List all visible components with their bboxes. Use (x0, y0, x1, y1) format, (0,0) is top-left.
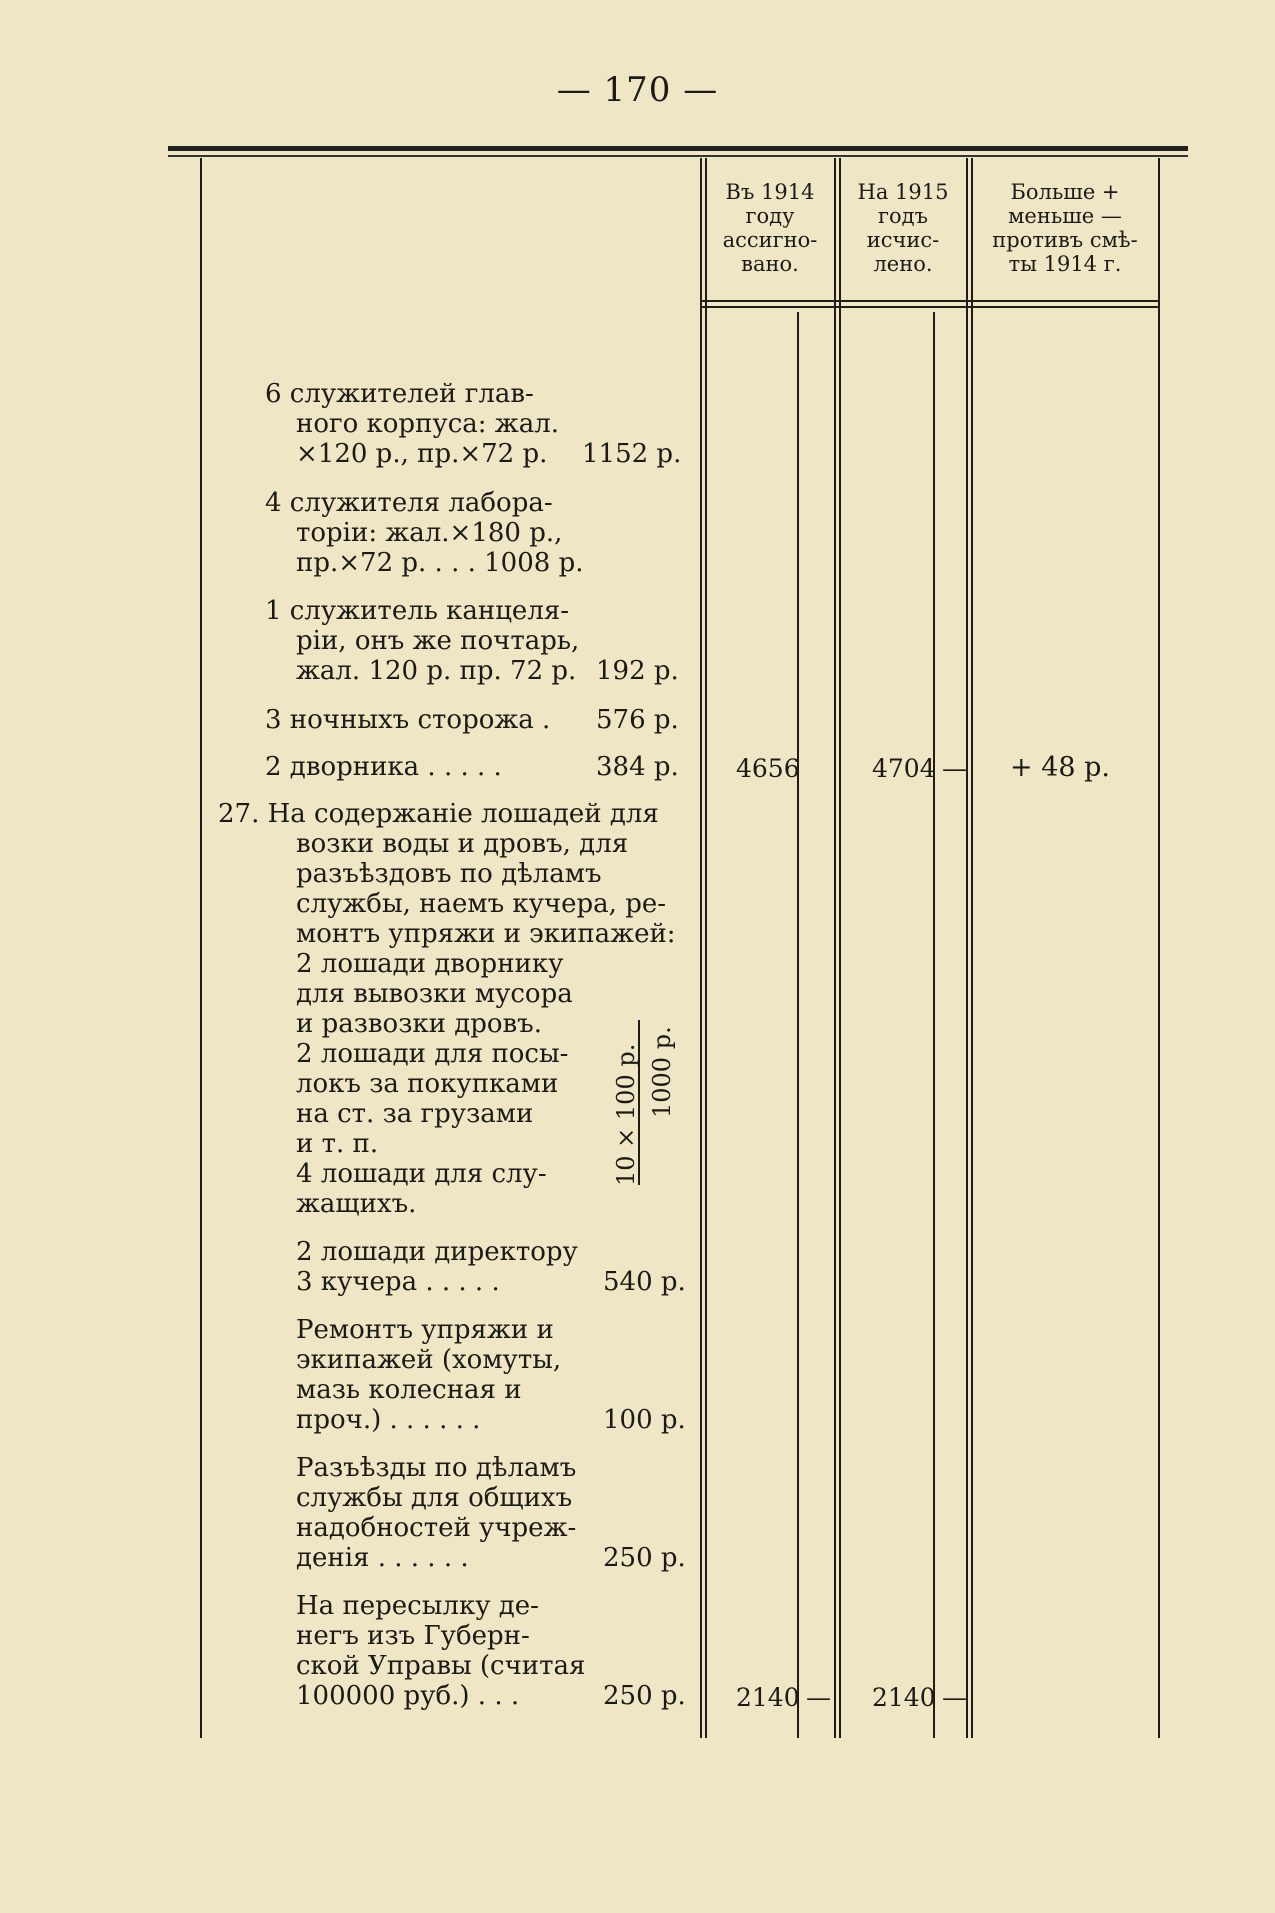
col-border-3a (966, 158, 968, 1738)
item27-amount: 250 р. (603, 1543, 686, 1573)
item27-line: локъ за покупками (296, 1069, 559, 1099)
item27-line: жащихъ. (296, 1189, 417, 1219)
item27-line: экипажей (хомуты, (296, 1345, 562, 1375)
item27-line: 4 лошади для слу- (296, 1159, 547, 1189)
col-border-1a (700, 158, 702, 1738)
staff-amount: 192 р. (596, 656, 679, 686)
value-1915-row1: 4704 (872, 754, 936, 783)
value-difference-row1: + 48 р. (1010, 752, 1111, 783)
item27-line: мазь колесная и (296, 1375, 522, 1405)
col-border-3b (971, 158, 973, 1738)
staff-amount: 576 р. (596, 705, 679, 735)
item27-line: службы, наемъ кучера, ре- (296, 889, 667, 919)
value-1914-row1: 4656 (736, 754, 800, 783)
header-rule-b (700, 306, 1158, 308)
item27-line: для вывозки мусора (296, 979, 573, 1009)
header-rule-a (700, 300, 1158, 302)
item27-line: 27. На содержаніе лошадей для (218, 799, 659, 829)
item27-amount: 540 р. (603, 1267, 686, 1297)
staff-line: торіи: жал.×180 р., (296, 518, 563, 548)
item27-line: негъ изъ Губерн- (296, 1621, 530, 1651)
item27-line: 100000 руб.) . . . (296, 1681, 520, 1711)
item27-amount: 100 р. (603, 1405, 686, 1435)
item27-line: надобностей учреж- (296, 1513, 577, 1543)
item27-line: и развозки дровъ. (296, 1009, 542, 1039)
item27-line: проч.) . . . . . . (296, 1405, 481, 1435)
value-1915-row2-sep: — (942, 1683, 967, 1712)
value-1915-row2: 2140 (872, 1683, 936, 1712)
horses-total-rotated: 1000 р. (648, 1026, 676, 1118)
col-border-2a (834, 158, 836, 1738)
staff-line: 2 дворника . . . . . (265, 752, 502, 782)
staff-line: 4 служителя лабора- (265, 488, 553, 518)
item27-line: и т. п. (296, 1129, 379, 1159)
item27-line: разъѣздовъ по дѣламъ (296, 859, 602, 889)
item27-line: денія . . . . . . (296, 1543, 469, 1573)
item27-line: Разъѣзды по дѣламъ (296, 1453, 577, 1483)
header-col-difference: Больше + меньше — противъ смѣ- ты 1914 г. (992, 180, 1138, 276)
staff-line: 1 служитель канцеля- (265, 596, 570, 626)
item27-line: на ст. за грузами (296, 1099, 534, 1129)
item27-line: 2 лошади дворнику (296, 949, 564, 979)
top-rule-thin (168, 155, 1188, 157)
item27-line: монтъ упряжи и экипажей: (296, 919, 676, 949)
staff-line: ×120 р., пр.×72 р. (296, 439, 548, 469)
item27-line: 2 лошади для посы- (296, 1039, 569, 1069)
col-sub-1 (797, 312, 799, 1738)
value-1914-row2-sep: — (806, 1683, 831, 1712)
item27-line: На пересылку де- (296, 1591, 539, 1621)
item27-line: 2 лошади директору (296, 1237, 578, 1267)
page-number: — 170 — (556, 70, 719, 110)
item27-line: Ремонтъ упряжи и (296, 1315, 554, 1345)
col-border-2b (839, 158, 841, 1738)
item27-line: 3 кучера . . . . . (296, 1267, 500, 1297)
staff-line: 3 ночныхъ сторожа . (265, 705, 551, 735)
staff-amount: 384 р. (596, 752, 679, 782)
value-1914-row2: 2140 (736, 1683, 800, 1712)
staff-line: жал. 120 р. пр. 72 р. (296, 656, 577, 686)
staff-amount: 1152 р. (582, 439, 682, 469)
left-border (200, 158, 202, 1738)
col-border-1b (705, 158, 707, 1738)
staff-line: ного корпуса: жал. (296, 409, 559, 439)
col-sub-2 (933, 312, 935, 1738)
header-col-1915: На 1915 годъ исчис- лено. (857, 180, 949, 276)
item27-amount: 250 р. (603, 1681, 686, 1711)
item27-line: возки воды и дровъ, для (296, 829, 629, 859)
staff-line: 6 служителей глав- (265, 379, 534, 409)
item27-line: службы для общихъ (296, 1483, 573, 1513)
value-1915-row1-sep: — (942, 754, 967, 783)
header-col-1914: Въ 1914 году ассигно- вано. (722, 180, 818, 276)
right-border (1158, 158, 1160, 1738)
item27-line: ской Управы (считая (296, 1651, 586, 1681)
staff-line: пр.×72 р. . . . 1008 р. (296, 548, 584, 578)
horses-rate-rotated: 10 × 100 р. (612, 1043, 640, 1186)
staff-line: ріи, онъ же почтарь, (296, 626, 580, 656)
top-rule (168, 146, 1188, 151)
